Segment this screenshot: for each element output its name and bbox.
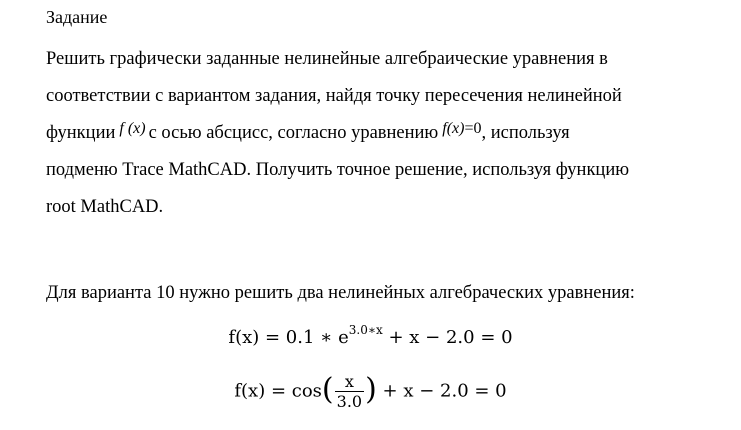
equation-2-fraction [335,372,364,411]
inline-equation-fx [438,120,481,137]
task-line-3-end: , используя [481,123,570,143]
task-line-2: соответствии с вариантом задания, найдя точку пересечения нелинейной [46,86,622,106]
task-line-3 [46,115,706,152]
task-line-3-start: функции [46,123,116,143]
task-line-5: root MathCAD. [46,197,164,217]
equation-1-exponent: 3.0∗x [348,323,383,337]
inline-function-fx: f (x) [119,120,146,137]
task-paragraph [46,41,706,226]
equation-2-denominator: 3.0 [336,392,363,411]
equation-2-rhs: + x − 2.0 = 0 [376,380,507,402]
task-line-3-mid: с осью абсцисс, согласно уравнению [148,123,439,143]
inline-equation-fx-zero: =0 [464,120,482,137]
variant-text: Для варианта 10 нужно решить два нелинейных алгебраческих уравнения: [46,283,635,303]
equation-2 [0,372,741,411]
equation-1-lhs: f(x) = 0.1 ∗ e [228,327,349,348]
task-line-4: подменю Trace MathCAD. Получить точное решение, используя функцию [46,160,630,180]
equation-2-close-paren: ) [365,372,377,407]
equation-1 [0,323,741,348]
section-heading: Задание [46,7,108,27]
equation-2-lhs: f(x) = cos [234,380,322,402]
inline-equation-fx-lhs: f(x) [442,120,465,137]
equation-2-open-paren: ( [321,372,334,407]
task-line-1: Решить графически заданные нелинейные алгебраические уравнения в [46,49,608,69]
equation-1-rhs: + x − 2.0 = 0 [382,327,513,348]
equation-2-numerator: x [335,372,364,392]
